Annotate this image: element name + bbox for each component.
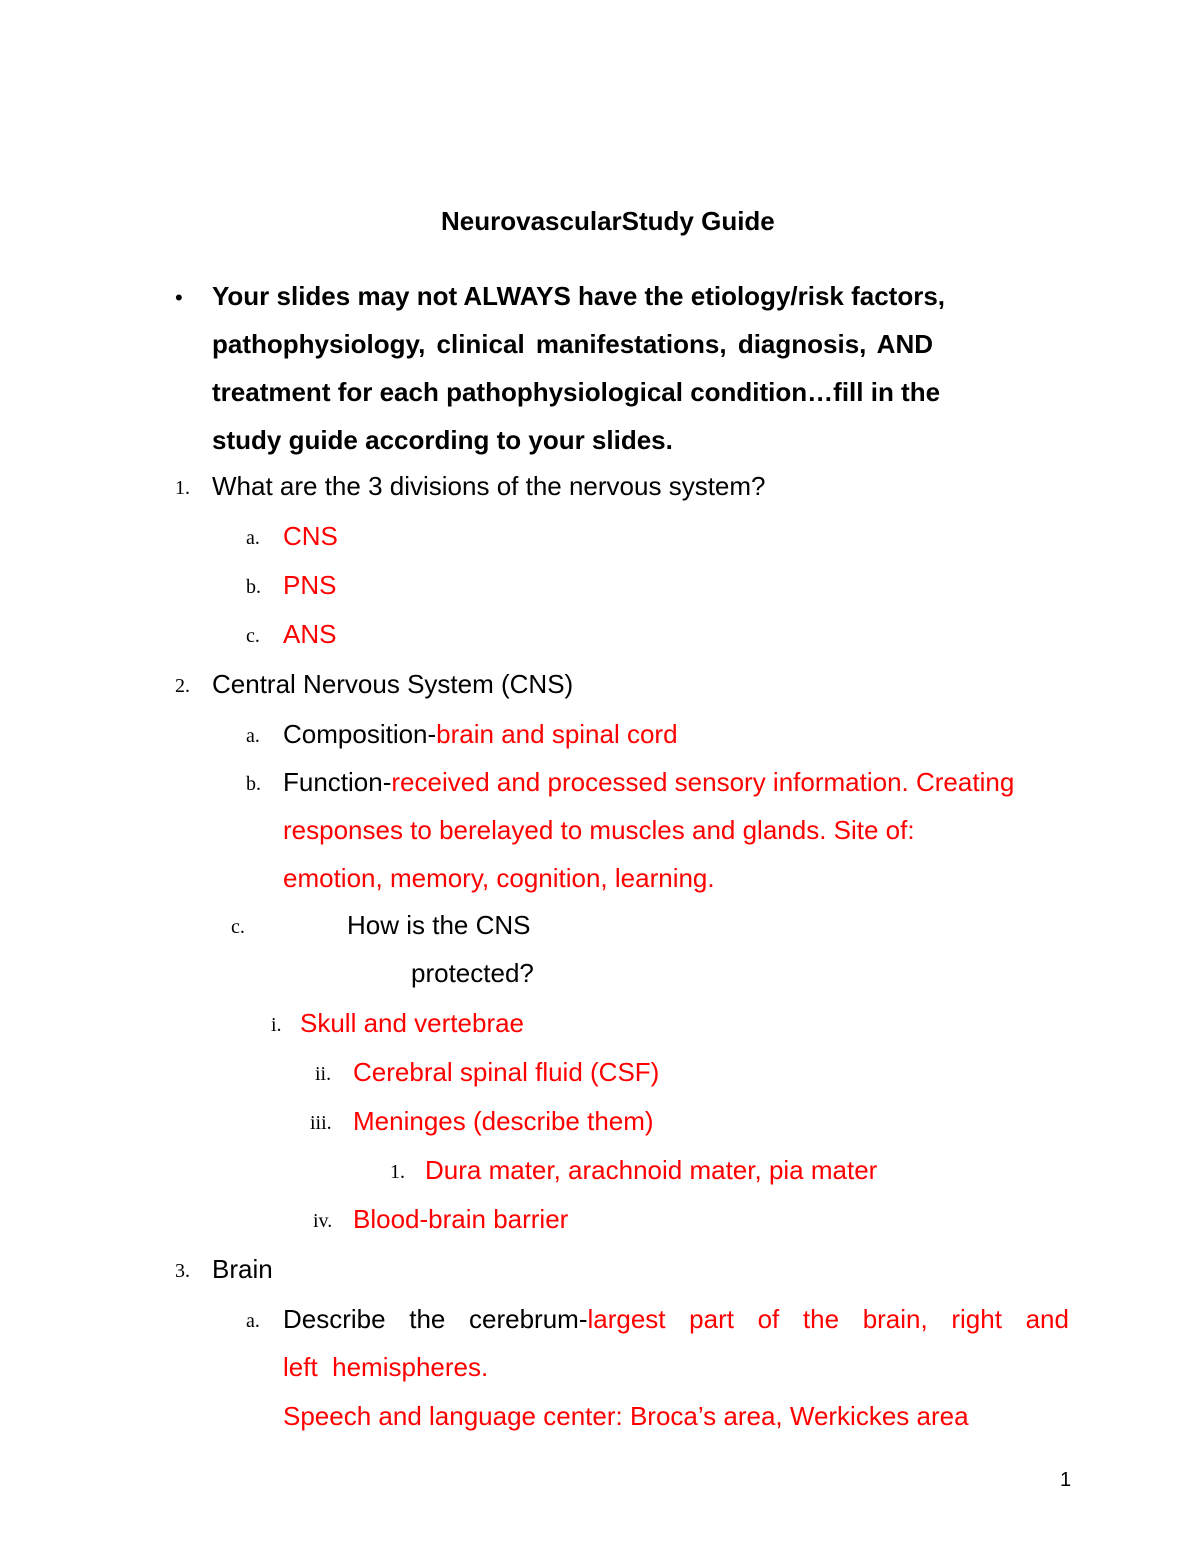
- page-title: NeurovascularStudy Guide: [441, 206, 775, 236]
- q3-a-line-3: Speech and language center: Broca’s area, Werkickes area: [283, 1401, 969, 1431]
- q3-a-word-joined: [469, 1303, 666, 1335]
- q2-b-label: Function-: [283, 767, 392, 797]
- q1-c-marker: c.: [246, 625, 260, 647]
- q2-b-answer-2: responses to berelayed to muscles and glands. Site of:: [283, 815, 915, 845]
- q3-a-answer-word: and: [1025, 1304, 1069, 1334]
- q3-a-answer-word: of: [757, 1304, 780, 1334]
- bullet-line-1: Your slides may not ALWAYS have the etiology/risk factors,: [212, 281, 946, 311]
- q2-c-iii-1-marker: 1.: [390, 1161, 405, 1183]
- q2-a-label: Composition-: [283, 719, 437, 749]
- q3-a-marker: a.: [246, 1310, 260, 1332]
- q2-a-line: [283, 718, 678, 750]
- q2-b-answer-1: received and processed sensory information. Creating: [391, 767, 1015, 797]
- q3-a-line-2: left hemispheres.: [283, 1352, 489, 1382]
- q2-c-ii-text: Cerebral spinal fluid (CSF): [353, 1057, 660, 1087]
- q2-c-iv-text: Blood-brain barrier: [353, 1204, 569, 1234]
- q3-a-word: the: [409, 1304, 446, 1334]
- q3-number: 3.: [175, 1260, 190, 1282]
- q2-c-i-marker: i.: [271, 1014, 282, 1036]
- q3-a-answer-word: the: [802, 1304, 840, 1334]
- q1-number: 1.: [175, 477, 190, 499]
- q1-c-answer: ANS: [283, 619, 337, 649]
- q1-b-marker: b.: [246, 576, 261, 598]
- q2-a-answer: brain and spinal cord: [436, 719, 678, 749]
- q1-a-answer: CNS: [283, 521, 338, 551]
- q2-c-i-text: Skull and vertebrae: [300, 1008, 525, 1038]
- q2-c-line-2: protected?: [411, 958, 534, 988]
- q2-b-marker: b.: [246, 773, 261, 795]
- q2-a-marker: a.: [246, 725, 260, 747]
- q3-a-word: cerebrum-: [469, 1304, 588, 1334]
- q3-text: Brain: [212, 1254, 273, 1284]
- q2-number: 2.: [175, 675, 190, 697]
- q3-a-word: Describe: [283, 1304, 386, 1334]
- q2-c-iii-1-text: Dura mater, arachnoid mater, pia mater: [425, 1155, 878, 1185]
- q3-a-answer-word: brain,: [862, 1304, 928, 1334]
- q2-c-line-1: How is the CNS: [347, 910, 531, 940]
- bullet-line-3: treatment for each pathophysiological condition…fill in the: [212, 377, 941, 407]
- q2-b-line-1: [283, 766, 1014, 798]
- q2-c-iii-text: Meninges (describe them): [353, 1106, 654, 1136]
- q3-a-line-1: [283, 1303, 1069, 1335]
- q1-a-marker: a.: [246, 527, 260, 549]
- q1-text: What are the 3 divisions of the nervous system?: [212, 471, 766, 501]
- bullet-line-4: study guide according to your slides.: [212, 425, 673, 455]
- q2-c-marker: c.: [231, 916, 245, 938]
- q2-b-answer-3: emotion, memory, cognition, learning.: [283, 863, 715, 893]
- q1-b-answer: PNS: [283, 570, 337, 600]
- q3-a-answer-word: largest: [587, 1304, 666, 1334]
- q3-a-answer-word: right: [951, 1304, 1002, 1334]
- q3-a-answer-word: part: [689, 1304, 734, 1334]
- bullet-symbol: •: [175, 285, 183, 310]
- q2-c-iii-marker: iii.: [310, 1112, 332, 1134]
- q2-c-iv-marker: iv.: [313, 1210, 333, 1232]
- bullet-line-2: pathophysiology, clinical manifestations, diagnosis, AND: [212, 329, 933, 359]
- q2-c-ii-marker: ii.: [315, 1063, 332, 1085]
- q2-text: Central Nervous System (CNS): [212, 669, 574, 699]
- page-number: 1: [1060, 1469, 1072, 1491]
